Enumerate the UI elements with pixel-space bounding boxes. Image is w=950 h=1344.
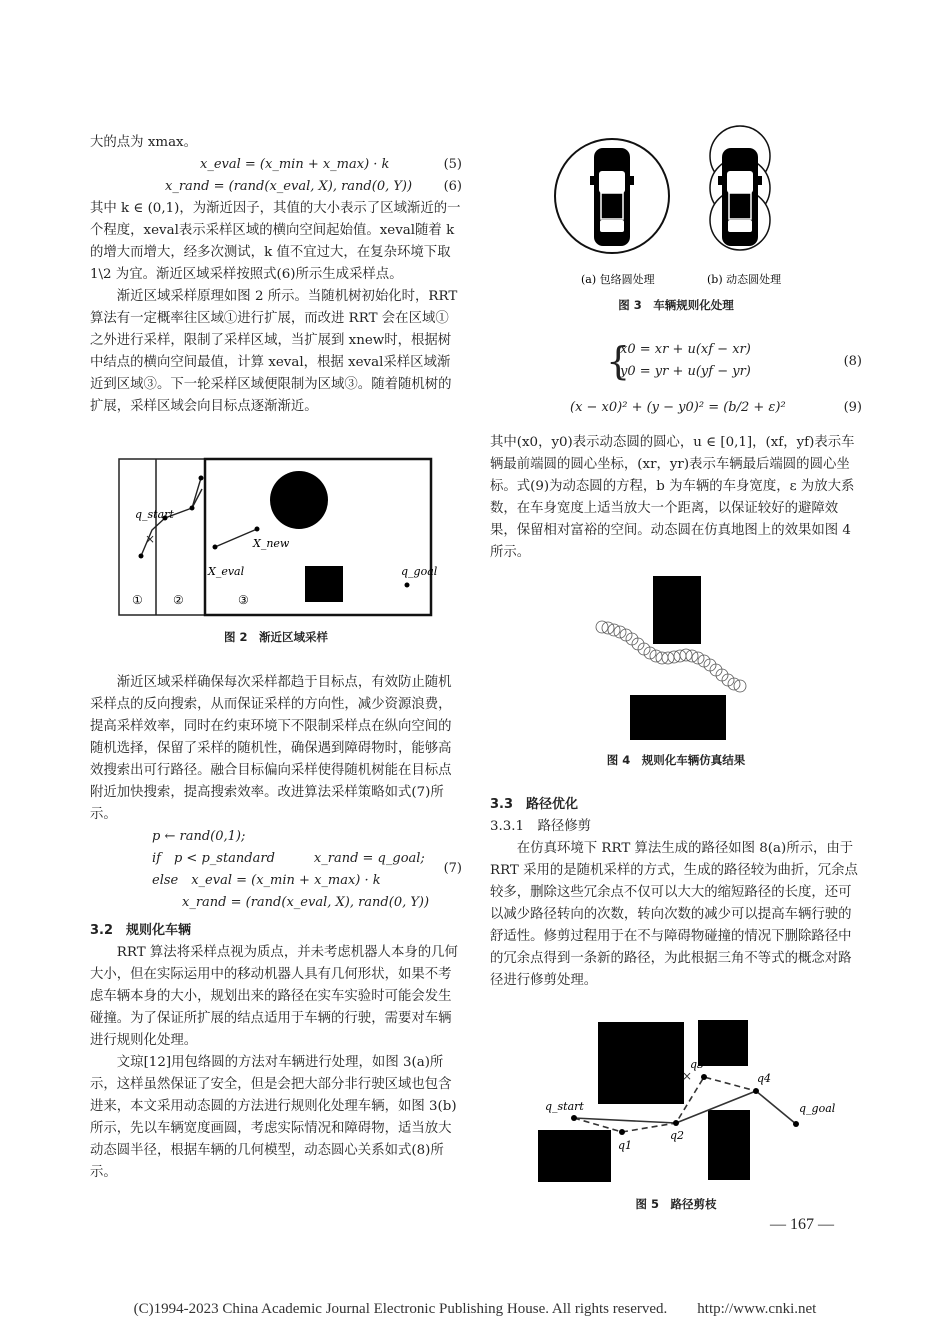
label-q-goal: q_goal xyxy=(401,565,438,578)
figure-3a-label: (a) 包络圆处理 xyxy=(581,273,655,286)
paragraph: 渐近区域采样确保每次采样都趋于目标点，有效防止随机采样点的反向搜索，从而保证采样的方向性，减少资源浪费，提高采样效率，同时在约束环境下不限制采样点在纵向空间的随机选择，保留了采样的随机性，确保遇到障碍物时，能够高效搜索出可行路径。融合目标偏向采样使得随机树能在目标点附近加快搜索，提高搜索效率。改进算法采样策略如式(7)所示。 xyxy=(90,675,452,822)
obstacle-top xyxy=(653,576,701,644)
figure-5 xyxy=(538,1020,836,1185)
right-column xyxy=(490,432,862,564)
label-q-start: q_start xyxy=(135,508,174,521)
section-heading: 3.3 路径优化 xyxy=(490,797,579,812)
label-x-eval: X_eval xyxy=(208,565,245,578)
goal-edge xyxy=(756,1091,796,1124)
paragraph: 渐近区域采样原理如图 2 所示。当随机树初始化时，RRT 算法有一定概率往区域①进行扩展，而改进 RRT 会在区域①之外进行采样，限制了采样区域，当扩展到 xnew时，根据树中结点的横向空间最值，计算 xeval，根据 xeval采样区域渐近到区域③。下一轮采样区域便限制为区域③。随着随机树的扩展，采样区域会向目标点逐渐渐近。 xyxy=(90,289,458,414)
obstacle-4 xyxy=(708,1110,750,1180)
label-q1: q1 xyxy=(618,1139,633,1152)
subsection-heading: 3.3.1 路径修剪 xyxy=(490,819,592,834)
equation-6: x_rand = (rand(x_eval, X), rand(0, Y)) (6) xyxy=(165,179,462,194)
label-q2: q2 xyxy=(670,1129,685,1142)
figure-4-caption: 图 4 规则化车辆仿真结果 xyxy=(606,753,746,767)
right-column-lower xyxy=(490,794,862,992)
circle-obstacle xyxy=(270,471,328,529)
figure-3-caption: 图 3 车辆规则化处理 xyxy=(618,298,734,312)
figure-2-caption: 图 2 渐近区域采样 xyxy=(223,630,328,644)
label-q3: q3 xyxy=(690,1058,705,1071)
goal-point xyxy=(405,583,410,588)
obstacle-3 xyxy=(538,1130,611,1182)
section-heading: 3.2 规则化车辆 xyxy=(90,923,192,938)
left-column-lower xyxy=(90,672,462,1184)
obstacle-bottom xyxy=(630,695,726,740)
label-region-1: ① xyxy=(132,593,143,607)
label-q-goal: q_goal xyxy=(799,1102,836,1115)
label-q-start: q_start xyxy=(545,1100,584,1113)
figure-3b-label: (b) 动态圆处理 xyxy=(707,273,782,286)
equation-5: x_eval = (x_min + x_max) · k (5) xyxy=(200,157,462,172)
label-region-2: ② xyxy=(173,593,184,607)
paragraph: 其中(x0，y0)表示动态圆的圆心，u ∈ [0,1]，(xf，yf)表示车辆最前端圆的圆心坐标，(xr，yr)表示车辆最后端圆的圆心坐标。式(9)为动态圆的方程，b 为车辆的车身宽度，ε 为放大系数，在车身宽度上适当放大一个距离，以保证较好的避障效果，保留相对富裕的空间。动态圆在仿真地图上的效果如图 4 所示。 xyxy=(490,435,855,560)
label-q4: q4 xyxy=(757,1072,772,1085)
equation-7: p ← rand(0,1); if p < p_standard x_rand = q_goal; else x_eval = (x_min + x_max) · k x_rand = (rand(x_eval, X), rand(0, Y)) (7) xyxy=(152,829,462,910)
paragraph: RRT 算法将采样点视为质点，并未考虑机器人本身的几何大小，但在实际运用中的移动机器人具有几何形状，如果不考虑车辆本身的大小，规划出来的路径在实车实验时可能会发生碰撞。为了保证所扩展的结点适用于车辆的行驶，需要对车辆进行规则化处理。 xyxy=(90,945,458,1048)
left-column xyxy=(90,132,462,418)
square-obstacle xyxy=(305,566,343,602)
paragraph: 在仿真环境下 RRT 算法生成的路径如图 8(a)所示，由于 RRT 采用的是随机采样的方式，生成的路径较为曲折，冗余点较多，删除这些冗余点不仅可以大大的缩短路径的长度，还可以减少路径转向的次数，转向次数的减少可以提高车辆行驶的舒适性。修剪过程用于在不与障碍物碰撞的情况下删除路径中的冗余点得到一条新的路径，为此根据三角不等式的概念对路径进行修剪处理。 xyxy=(490,841,858,988)
paragraph: 其中 k ∈ (0,1)，为渐近因子，其值的大小表示了区域渐近的一个程度，xeval表示采样区域的横向空间起始值。xeval随着 k 的增大而增大，经多次测试，k 值不宜过大，在复杂环境下取 1\2 为宜。渐近区域采样按照式(6)所示生成采样点。 xyxy=(90,201,461,282)
paragraph: 文琼[12]用包络圆的方法对车辆进行处理，如图 3(a)所示，这样虽然保证了安全，但是会把大部分非行驶区域也包含进来，本文采用动态圆的方法进行规则化处理车辆，如图 3(b)所示，先以车辆宽度画圆，考虑实际情况和障碍物，适当放大动态圆半径，根据车辆的几何模型，动态圆心关系如式(8)所示。 xyxy=(90,1055,457,1180)
svg-text:×: × xyxy=(145,532,156,546)
equation-9: (x − x0)² + (y − y0)² = (b/2 + ε)² (9) xyxy=(570,400,862,415)
text-line: 大的点为 xmax。 xyxy=(90,135,197,150)
copyright-footer: (C)1994-2023 China Academic Journal Electronic Publishing House. All rights reserved. http://www.cnki.net xyxy=(133,1301,817,1317)
figure-5-caption: 图 5 路径剪枝 xyxy=(635,1197,717,1211)
page-number: — 167 — xyxy=(770,1216,834,1233)
figure-2 xyxy=(118,458,438,618)
obstacle-2 xyxy=(698,1020,748,1066)
label-region-3: ③ xyxy=(238,593,249,607)
car-icon-b xyxy=(718,148,762,246)
figure-4 xyxy=(588,576,768,742)
figure-3 xyxy=(555,126,815,291)
equation-8: { x0 = xr + u(xf − xr) y0 = yr + u(yf − yr) (8) xyxy=(606,339,862,383)
label-x-new: X_new xyxy=(253,537,290,550)
obstacle-1 xyxy=(598,1022,684,1104)
car-icon-a xyxy=(590,148,634,246)
svg-text:×: × xyxy=(682,1069,693,1083)
